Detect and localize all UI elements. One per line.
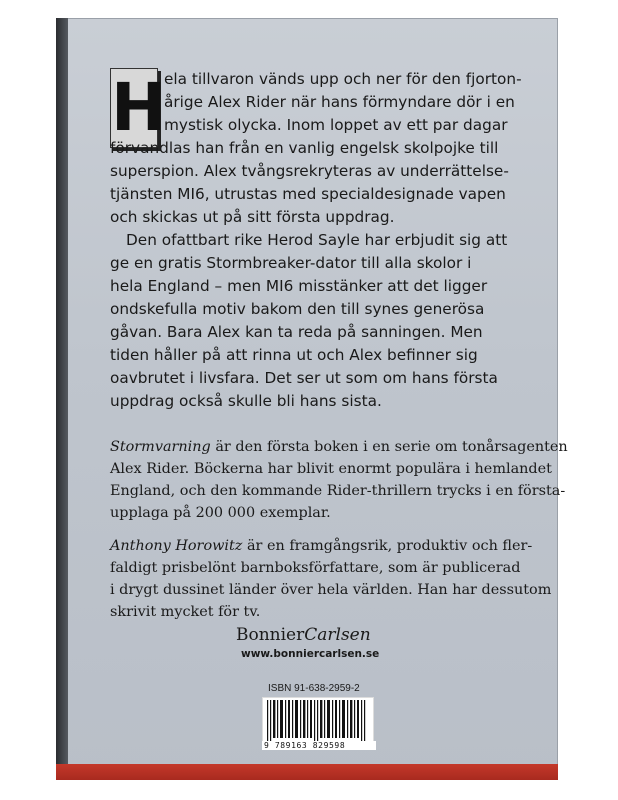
author-note-line: skrivit mycket för tv.: [110, 604, 261, 620]
blurb-line: ondskefulla motiv bakom den till synes generösa: [110, 300, 485, 318]
author-note-line: Anthony Horowitz är en framgångsrik, produktiv och fler-: [110, 538, 533, 554]
barcode-number: 9 789163 829598: [262, 741, 376, 750]
author-note-line: i drygt dussinet länder över hela världen. Han har dessutom: [110, 582, 552, 598]
book-spine: [56, 18, 68, 780]
blurb-line: mystisk olycka. Inom loppet av ett par dagar: [164, 116, 508, 134]
blurb-line: ela tillvaron vänds upp och ner för den fjorton-: [164, 70, 522, 88]
red-bottom-band: [56, 764, 558, 780]
barcode: [262, 697, 374, 743]
blurb-line: gåvan. Bara Alex kan ta reda på sanningen. Men: [110, 323, 483, 341]
publisher-logo: BonnierCarlsen: [236, 625, 371, 645]
author-name: Anthony Horowitz: [110, 538, 243, 554]
author-note-line: faldigt prisbelönt barnboksförfattare, som är publicerad: [110, 560, 521, 576]
series-note-line: England, och den kommande Rider-thrillern trycks i en första-: [110, 483, 566, 499]
book-title: Stormvarning: [110, 439, 211, 455]
blurb-line: superspion. Alex tvångsrekryteras av underrättelse-: [110, 162, 509, 180]
blurb-line: förvandlas han från en vanlig engelsk skolpojke till: [110, 139, 499, 157]
blurb-line: oavbrutet i livsfara. Det ser ut som om hans första: [110, 369, 498, 387]
blurb-line: tiden håller på att rinna ut och Alex befinner sig: [110, 346, 478, 364]
blurb-line: tjänsten MI6, utrustas med specialdesignade vapen: [110, 185, 506, 203]
blurb-line: årige Alex Rider när hans förmyndare dör i en: [164, 93, 515, 111]
series-note-line: upplaga på 200 000 exemplar.: [110, 505, 331, 521]
blurb-line: uppdrag också skulle bli hans sista.: [110, 392, 382, 410]
drop-cap: H: [111, 69, 167, 146]
series-note-line: Stormvarning är den första boken i en serie om tonårsagenten: [110, 439, 568, 455]
publisher-url: www.bonniercarlsen.se: [241, 648, 380, 660]
isbn-label: ISBN 91-638-2959-2: [268, 683, 360, 694]
blurb-line: hela England – men MI6 misstänker att det ligger: [110, 277, 488, 295]
blurb-line: Den ofattbart rike Herod Sayle har erbjudit sig att: [126, 231, 508, 249]
series-note-line: Alex Rider. Böckerna har blivit enormt populära i hemlandet: [110, 461, 552, 477]
blurb-line: ge en gratis Stormbreaker-dator till alla skolor i: [110, 254, 472, 272]
blurb-line: och skickas ut på sitt första uppdrag.: [110, 208, 395, 226]
